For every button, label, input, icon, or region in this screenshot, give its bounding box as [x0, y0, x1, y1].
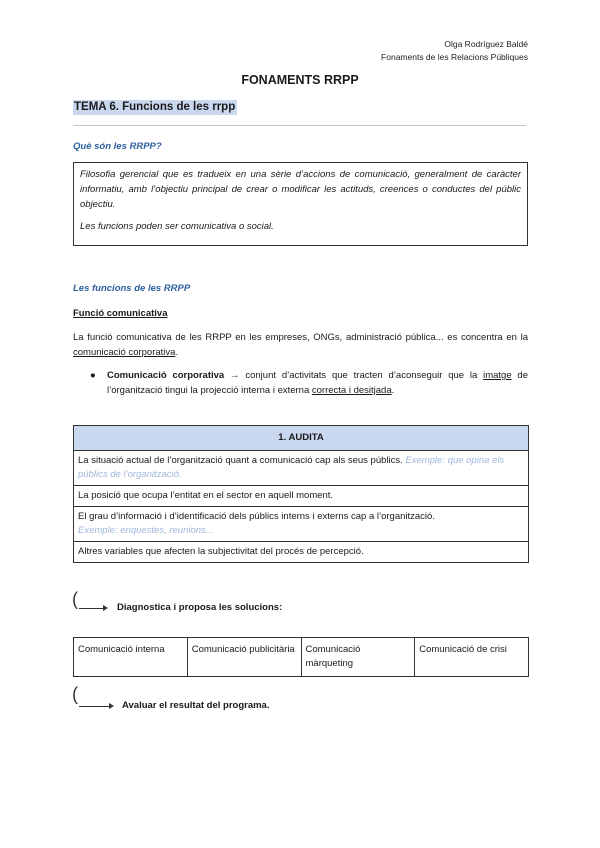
intro-text: La funció comunicativa de les RRPP en les empreses, ONGs, administració pública... es concentra en la: [73, 332, 528, 343]
arrow-right-icon: [109, 703, 114, 709]
section-heading-funcions: Les funcions de les RRPP: [73, 283, 191, 294]
audit-row-text: El grau d’informació i d’identificació dels públics interns i externs cap a l’organització.: [78, 511, 435, 522]
audit-row-text: Altres variables que afecten la subjectivitat del procés de percepció.: [78, 546, 364, 557]
audit-row-example: Exemple: enquestes, reunions...: [78, 525, 214, 536]
tema-heading: TEMA 6. Funcions de les rrpp: [74, 101, 236, 113]
intro-end: .: [175, 347, 179, 358]
brace-icon: (: [72, 589, 78, 609]
note-avaluar: Avaluar el resultat del programa.: [122, 700, 270, 711]
arrow-right-icon: [103, 605, 108, 611]
bullet-text-1: conjunt d’activitats que tracten d’aconseguir que la: [245, 370, 484, 381]
type-cell: Comunicació publicitària: [187, 638, 301, 677]
arrow-line: [79, 706, 109, 707]
audit-table: [73, 425, 529, 563]
bullet-dot-icon: ●: [90, 370, 96, 381]
definition-box: [73, 162, 528, 246]
audit-row-example: Exemple: que opina els públics de l’organització.: [78, 455, 505, 480]
note-diagnostica: Diagnostica i proposa les solucions:: [117, 602, 283, 613]
type-cell: Comunicació interna: [74, 638, 188, 677]
header-author: Olga Rodríguez Baldé: [444, 39, 528, 49]
intro-link-comunicacio-corporativa: comunicació corporativa: [73, 347, 176, 358]
section-heading-que-son: Què són les RRPP?: [73, 141, 162, 152]
brace-icon: (: [72, 684, 78, 704]
bullet-arrow: →: [224, 370, 246, 381]
communication-types-table: [73, 637, 529, 677]
document-title: FONAMENTS RRPP: [241, 73, 359, 87]
type-cell: Comunicació de crisi: [415, 638, 529, 677]
audit-row: [74, 486, 529, 507]
audit-row: [74, 451, 529, 486]
intro-paragraph: [73, 330, 528, 360]
audit-row-text: La situació actual de l’organització quant a comunicació cap als seus públics.: [78, 455, 406, 466]
bullet-comunicacio-corporativa: [107, 368, 528, 398]
bullet-text-2: de l’organització tingui la projecció interna i externa: [107, 370, 528, 396]
type-cell: Comunicació màrqueting: [301, 638, 415, 677]
subheading-funcio-comunicativa: Funció comunicativa: [73, 308, 168, 319]
header-course: Fonaments de les Relacions Públiques: [381, 52, 528, 62]
audit-row-text: La posició que ocupa l’entitat en el sector en aquell moment.: [78, 490, 334, 501]
functions-note: Les funcions poden ser comunicativa o social.: [80, 221, 274, 232]
horizontal-divider: [73, 125, 526, 126]
bullet-word-correcta: correcta i desitjada: [311, 385, 392, 396]
audit-row: [74, 542, 529, 563]
bullet-text-3: .: [391, 385, 395, 396]
bullet-term: Comunicació corporativa: [107, 370, 225, 381]
definition-text: Filosofia gerencial que es tradueix en una sèrie d’accions de comunicació, generalment de caràcter informatiu, amb l’objectiu principal de crear o modificar les actituds, creences o conductes del públic objectiu.: [80, 169, 521, 210]
bullet-word-imatge: imatge: [483, 370, 512, 381]
arrow-line: [79, 608, 103, 609]
audit-header: 1. AUDITA: [74, 426, 529, 451]
audit-row: [74, 507, 529, 542]
